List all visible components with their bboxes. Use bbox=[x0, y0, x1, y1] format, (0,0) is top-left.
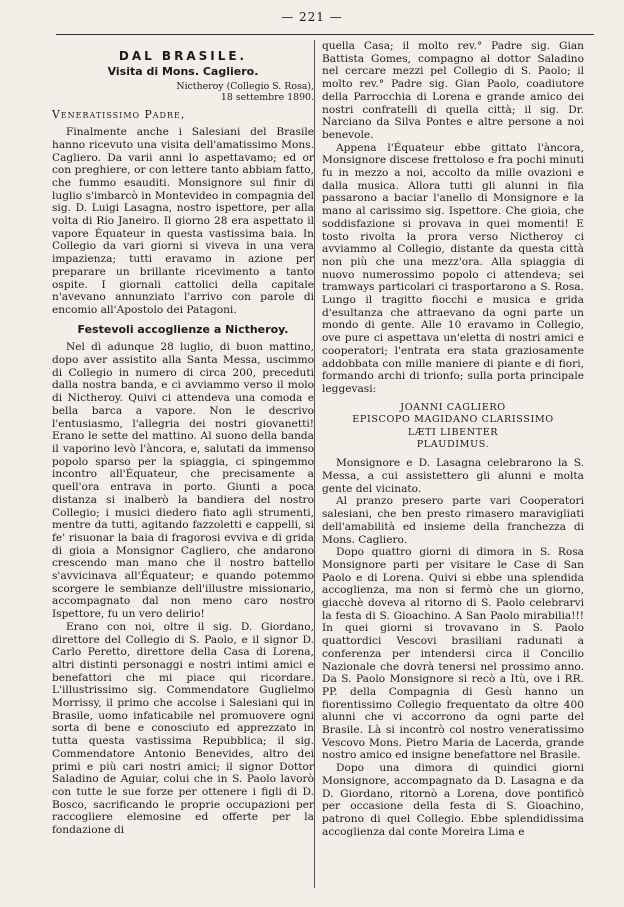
paragraph: Al pranzo presero parte vari Cooperatori salesiani, che ben presto rimasero maravigliati dell'amabilità ed insieme della franchezza di Mons. Cagliero. bbox=[322, 495, 584, 546]
inscription-line: PLAUDIMUS. bbox=[416, 438, 490, 450]
header-rule bbox=[56, 34, 594, 35]
dateline-date: 18 settembre 1890. bbox=[220, 92, 314, 104]
column-divider bbox=[314, 40, 315, 888]
paragraph: quella Casa; il molto rev.° Padre sig. Gian Battista Gomes, compagno al dottor Saladino nel cercare mezzi pel Collegio di S. Paolo; il molto rev.° Padre sig. Gian Paolo, coadiutore della Parrocchia di Lorena e grande amico dei nostri confratelli di quella città; il sig. Dr. Narciano da Silva Pontes e altre persone a noi benevole. bbox=[322, 40, 584, 141]
paragraph: Erano con noi, oltre il sig. D. Giordano, direttore del Collegio di S. Paolo, e il signor D. Carlo Peretto, direttore della Casa di Lorena, altri distinti personaggi e nostri intimi amici e benefattori che mi piace qui ricordare. L'illustrissimo sig. Commendatore Guglielmo Morrissy, il primo che accolse i Salesiani qui in Brasile, uomo infaticabile nel promuovere ogni sorta di bene e conosciuto ed apprezzato in tutta questa vastissima Repubblica; il sig. Commendatore Antonio Benevides, altro dei primi e più cari nostri amici; il signor Dottor Saladino de Aguiar, colui che in S. Paolo lavorò con tutte le sue forze per ottenere i figli di D. Bosco, sacrificando le proprie occupazioni per raccogliere elemosine ed offerte per la fondazione di bbox=[52, 620, 314, 837]
inscription bbox=[322, 402, 584, 452]
inscription-line: LÆTI LIBENTER bbox=[407, 426, 499, 438]
article-subheading: Visita di Mons. Cagliero. bbox=[107, 64, 259, 78]
inscription-line: JOANNI CAGLIERO bbox=[400, 401, 506, 413]
paragraph: Dopo una dimora di quindici giorni Monsignore, accompagnato da D. Lasagna e da D. Giordano, ritornò a Lorena, dove pontificò per occasione della festa di S. Gioachino, patrono di quel Collegio. Ebbe splendidissima accoglienza dal conte Moreira Lima e bbox=[322, 762, 584, 838]
paragraph: Monsignore e D. Lasagna celebrarono la S. Messa, a cui assistettero gli alunni e molta gente del vicinato. bbox=[322, 457, 584, 495]
paragraph: Finalmente anche i Salesiani del Brasile hanno ricevuto una visita dell'amatissimo Mons. Cagliero. Da varii anni lo aspettavamo; ed or con preghiere, or con lettere tanto abbiam fatto, che fummo esauditi. Monsignore sul finir di luglio s'imbarcò in Montevideo in compagnia del sig. D. Luigi Lasagna, nostro ispettore, per alla volta di Rio Janeiro. Il giorno 28 era aspettato il vapore Équateur in questa vastissima baia. In Collegio da vari giorni si viveva in una vera impazienza; tutti eravamo in azione per preparare un brillante ricevimento a tanto ospite. I giornali cattolici della capitale n'avevano annunziato l'arrivo con parole di encomio all'Apostolo dei Patagoni. bbox=[52, 126, 314, 316]
paragraph: Dopo quattro giorni di dimora in S. Rosa Monsignore parti per visitare le Case di San Paolo e di Lorena. Quivi si ebbe una splendida accoglienza, ma non si fermò che un giorno, giacchè doveva al ritorno di S. Paolo celebrarvi la festa di S. Gioachino. A San Paolo mirabilia!!! In quei giorni si trovavano in S. Paolo quattordici Vescovi brasiliani radunati a conferenza per intendersi circa il Concilio Nazionale che dovrà tenersi nel prossimo anno. Da S. Paolo Monsignore si recò a Itù, ove i RR. PP. della Compagnia di Gesù hanno un fiorentissimo Collegio frequentato da oltre 400 alunni che vi accorrono da ogni parte del Brasile. Là si incontrò col nostro veneratissimo Vescovo Mons. Pietro Maria de Lacerda, grande nostro amico ed insigne benefattore nel Brasile. bbox=[322, 546, 584, 762]
paragraph: Nel dì adunque 28 luglio, di buon mattino, dopo aver assistito alla Santa Messa, uscimmo di Collegio in numero di circa 200, preceduti dalla nostra banda, e ci avviammo verso il molo di Nictheroy. Quivi ci attendeva una comoda e bella barca a vapore. Non le descrivo l'entusiasmo, l'allegria dei nostri giovanetti! Erano le sette del mattino. Al suono della banda il vaporino levò l'àncora, e, salutati da immenso popolo sparso per la spiaggia, ci spingemmo incontro all'Équateur, che precisamente a quell'ora entrava in porto. Giunti a poca distanza si inalberò la bandiera del nostro Collegio; i musici diedero fiato agli strumenti, mentre da tutti, agitando fazzoletti e cappelli, si fe' risuonar la baia di fragorosi evviva e di grida di gioia a Monsignor Cagliero, che andarono crescendo man mano che il nostro battello s'avvicinava all'Équateur; e quando potemmo scorgere le sembianze dell'illustre missionario, accompagnato dal non meno caro nostro Ispettore, fu un vero delirio! bbox=[52, 341, 314, 621]
section-heading: Festevoli accoglienze a Nictheroy. bbox=[77, 322, 289, 336]
article-heading: DAL BRASILE. bbox=[118, 49, 248, 63]
dateline-place: Nictheroy (Collegio S. Rosa), bbox=[176, 81, 314, 93]
salutation: Veneratissimo Padre, bbox=[52, 108, 186, 122]
page-number: — 221 — bbox=[281, 10, 343, 24]
paragraph: Appena l'Équateur ebbe gittato l'àncora, Monsignore discese frettoloso e fra pochi minuti fu in mezzo a noi, accolto da mille ovazioni e dalla musica. Allora tutti gli alunni in fila passarono a baciar l'anello di Monsignore e la mano al carissimo sig. Ispettore. Che gioia, che soddisfazione si provava in quei momenti! E tosto rivolta la prora verso Nictheroy ci avviammo al Collegio, distante da questa città non più che una mezz'ora. Alla spiaggia di nuovo numerossimo popolo ci attendeva; sei tramways particolari ci trasportarono a S. Rosa. Lungo il tragitto fiocchi e musica e grida d'esultanza che attraevano da ogni parte un mondo di gente. Alle 10 eravamo in Collegio, ove pure ci aspettava un'eletta di nostri amici e cooperatori; l'entrata era stata graziosamente addobbata con mille maniere di piante e di fiori, formando archi di trionfo; sulla porta principale leggevasi: bbox=[322, 141, 584, 395]
right-column bbox=[322, 40, 584, 838]
inscription-line: EPISCOPO MAGIDANO CLARISSIMO bbox=[352, 414, 554, 426]
left-column bbox=[52, 40, 314, 837]
